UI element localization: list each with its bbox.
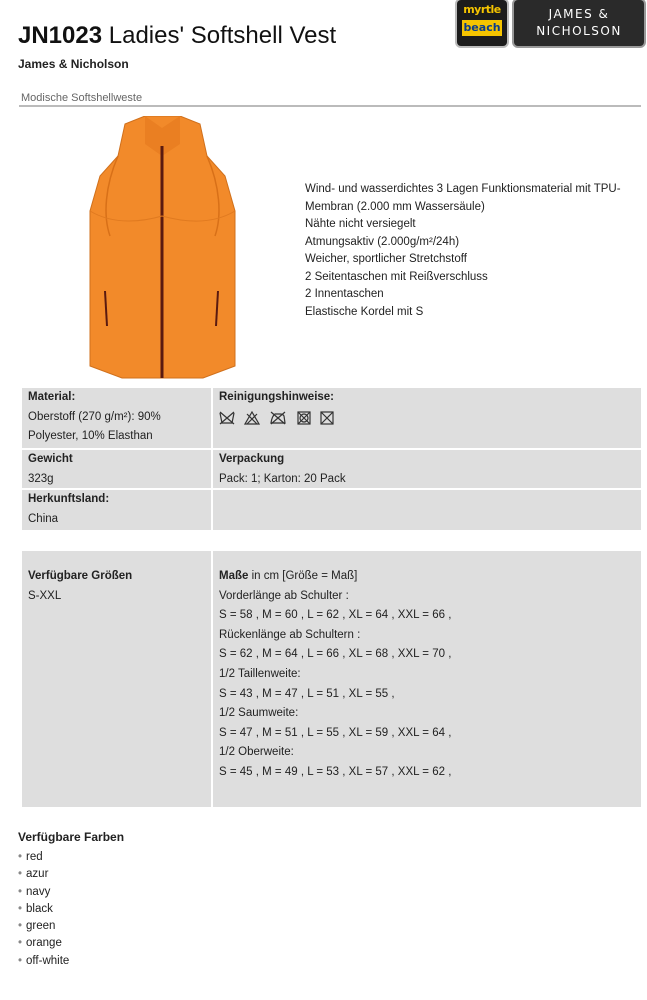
measures-label: Maße — [219, 570, 249, 582]
measure-line: S = 43 , M = 47 , L = 51 , XL = 55 , — [219, 687, 395, 700]
spec-row-weight — [22, 448, 641, 490]
brand-name: James & Nicholson — [18, 57, 129, 71]
packaging-label: Verpackung — [219, 453, 285, 465]
weight-value: 323g — [28, 472, 54, 485]
packaging-value: Pack: 1; Karton: 20 Pack — [219, 472, 346, 485]
origin-value: China — [28, 512, 59, 525]
weight-cell — [28, 450, 73, 489]
material-cell — [28, 388, 161, 447]
color-item: • black — [18, 901, 69, 918]
no-dry-clean-icon — [320, 411, 334, 425]
material-value-2: Polyester, 10% Elasthan — [28, 430, 153, 443]
measure-line: S = 62 , M = 64 , L = 66 , XL = 68 , XXL = 70 , — [219, 648, 452, 661]
no-iron-icon — [269, 411, 287, 425]
spec-row-material — [22, 388, 641, 448]
color-item: • azur — [18, 866, 69, 883]
page-title — [18, 22, 336, 50]
measure-line: 1/2 Saumweite: — [219, 707, 299, 720]
column-separator — [211, 388, 213, 448]
column-separator — [211, 490, 213, 530]
feature-list — [305, 181, 625, 321]
color-item: • navy — [18, 884, 69, 901]
myrtle-beach-logo — [457, 0, 507, 46]
measure-line: S = 45 , M = 49 , L = 53 , XL = 57 , XXL = 62 , — [219, 765, 452, 778]
sizes-value: S-XXL — [28, 589, 62, 602]
care-cell — [219, 388, 340, 429]
measures-heading — [219, 567, 451, 587]
feature-item: 2 Innentaschen — [305, 288, 384, 300]
feature-item: Wind- und wasserdichtes 3 Lagen Funktionsmaterial mit TPU- — [305, 183, 621, 195]
subtitle: Modische Softshellweste — [21, 92, 143, 104]
color-item: • orange — [18, 935, 69, 952]
measure-line: S = 58 , M = 60 , L = 62 , XL = 64 , XXL = 66 , — [219, 609, 452, 622]
beach-logo-text: beach — [463, 21, 501, 34]
measures-cell — [219, 567, 451, 783]
jn-logo-top: JAMES & — [548, 7, 610, 21]
measure-line: Rückenlänge ab Schultern : — [219, 628, 361, 641]
myrtle-logo-text: myrtle — [463, 3, 501, 16]
column-separator — [211, 551, 213, 807]
packaging-cell — [219, 450, 346, 489]
measure-line: 1/2 Taillenweite: — [219, 667, 301, 680]
feature-item: Atmungsaktiv (2.000g/m²/24h) — [305, 235, 460, 248]
care-icons — [219, 408, 340, 429]
color-item: • red — [18, 849, 69, 866]
color-item: • off-white — [18, 953, 69, 970]
product-name: Ladies' Softshell Vest — [108, 22, 337, 49]
sizes-label: Verfügbare Größen — [28, 570, 133, 582]
origin-cell — [28, 490, 109, 529]
feature-item: Weicher, sportlicher Stretchstoff — [305, 253, 467, 265]
spec-table — [22, 388, 641, 530]
column-separator — [211, 450, 213, 490]
material-label: Material: — [28, 391, 76, 403]
colors-title: Verfügbare Farben — [18, 830, 125, 844]
jn-logo-bottom: NICHOLSON — [536, 24, 622, 38]
measure-line: S = 47 , M = 51 , L = 55 , XL = 59 , XXL = 64 , — [219, 726, 452, 739]
color-list — [18, 849, 69, 970]
no-wash-icon — [219, 411, 235, 425]
measure-line: Vorderlänge ab Schulter : — [219, 589, 349, 602]
james-nicholson-logo — [514, 0, 644, 46]
measures-unit: in cm [Größe = Maß] — [248, 570, 358, 582]
size-table — [22, 551, 641, 807]
feature-item: 2 Seitentaschen mit Reißverschluss — [305, 270, 488, 283]
no-bleach-icon — [244, 411, 260, 425]
material-value-1: Oberstoff (270 g/m²): 90% — [28, 410, 161, 423]
spec-row-origin — [22, 488, 641, 530]
no-tumble-dry-icon — [297, 411, 311, 425]
care-label: Reinigungshinweise: — [219, 391, 335, 403]
divider — [19, 105, 641, 107]
feature-item: Membran (2.000 mm Wassersäule) — [305, 200, 485, 213]
feature-item: Elastische Kordel mit S — [305, 305, 424, 318]
vest-image — [85, 116, 240, 381]
weight-label: Gewicht — [28, 453, 73, 465]
origin-label: Herkunftsland: — [28, 493, 110, 505]
product-code: JN1023 — [18, 22, 103, 49]
color-item: • green — [18, 918, 69, 935]
sizes-cell — [28, 567, 132, 606]
measure-line: 1/2 Oberweite: — [219, 746, 294, 759]
feature-item: Nähte nicht versiegelt — [305, 218, 416, 230]
